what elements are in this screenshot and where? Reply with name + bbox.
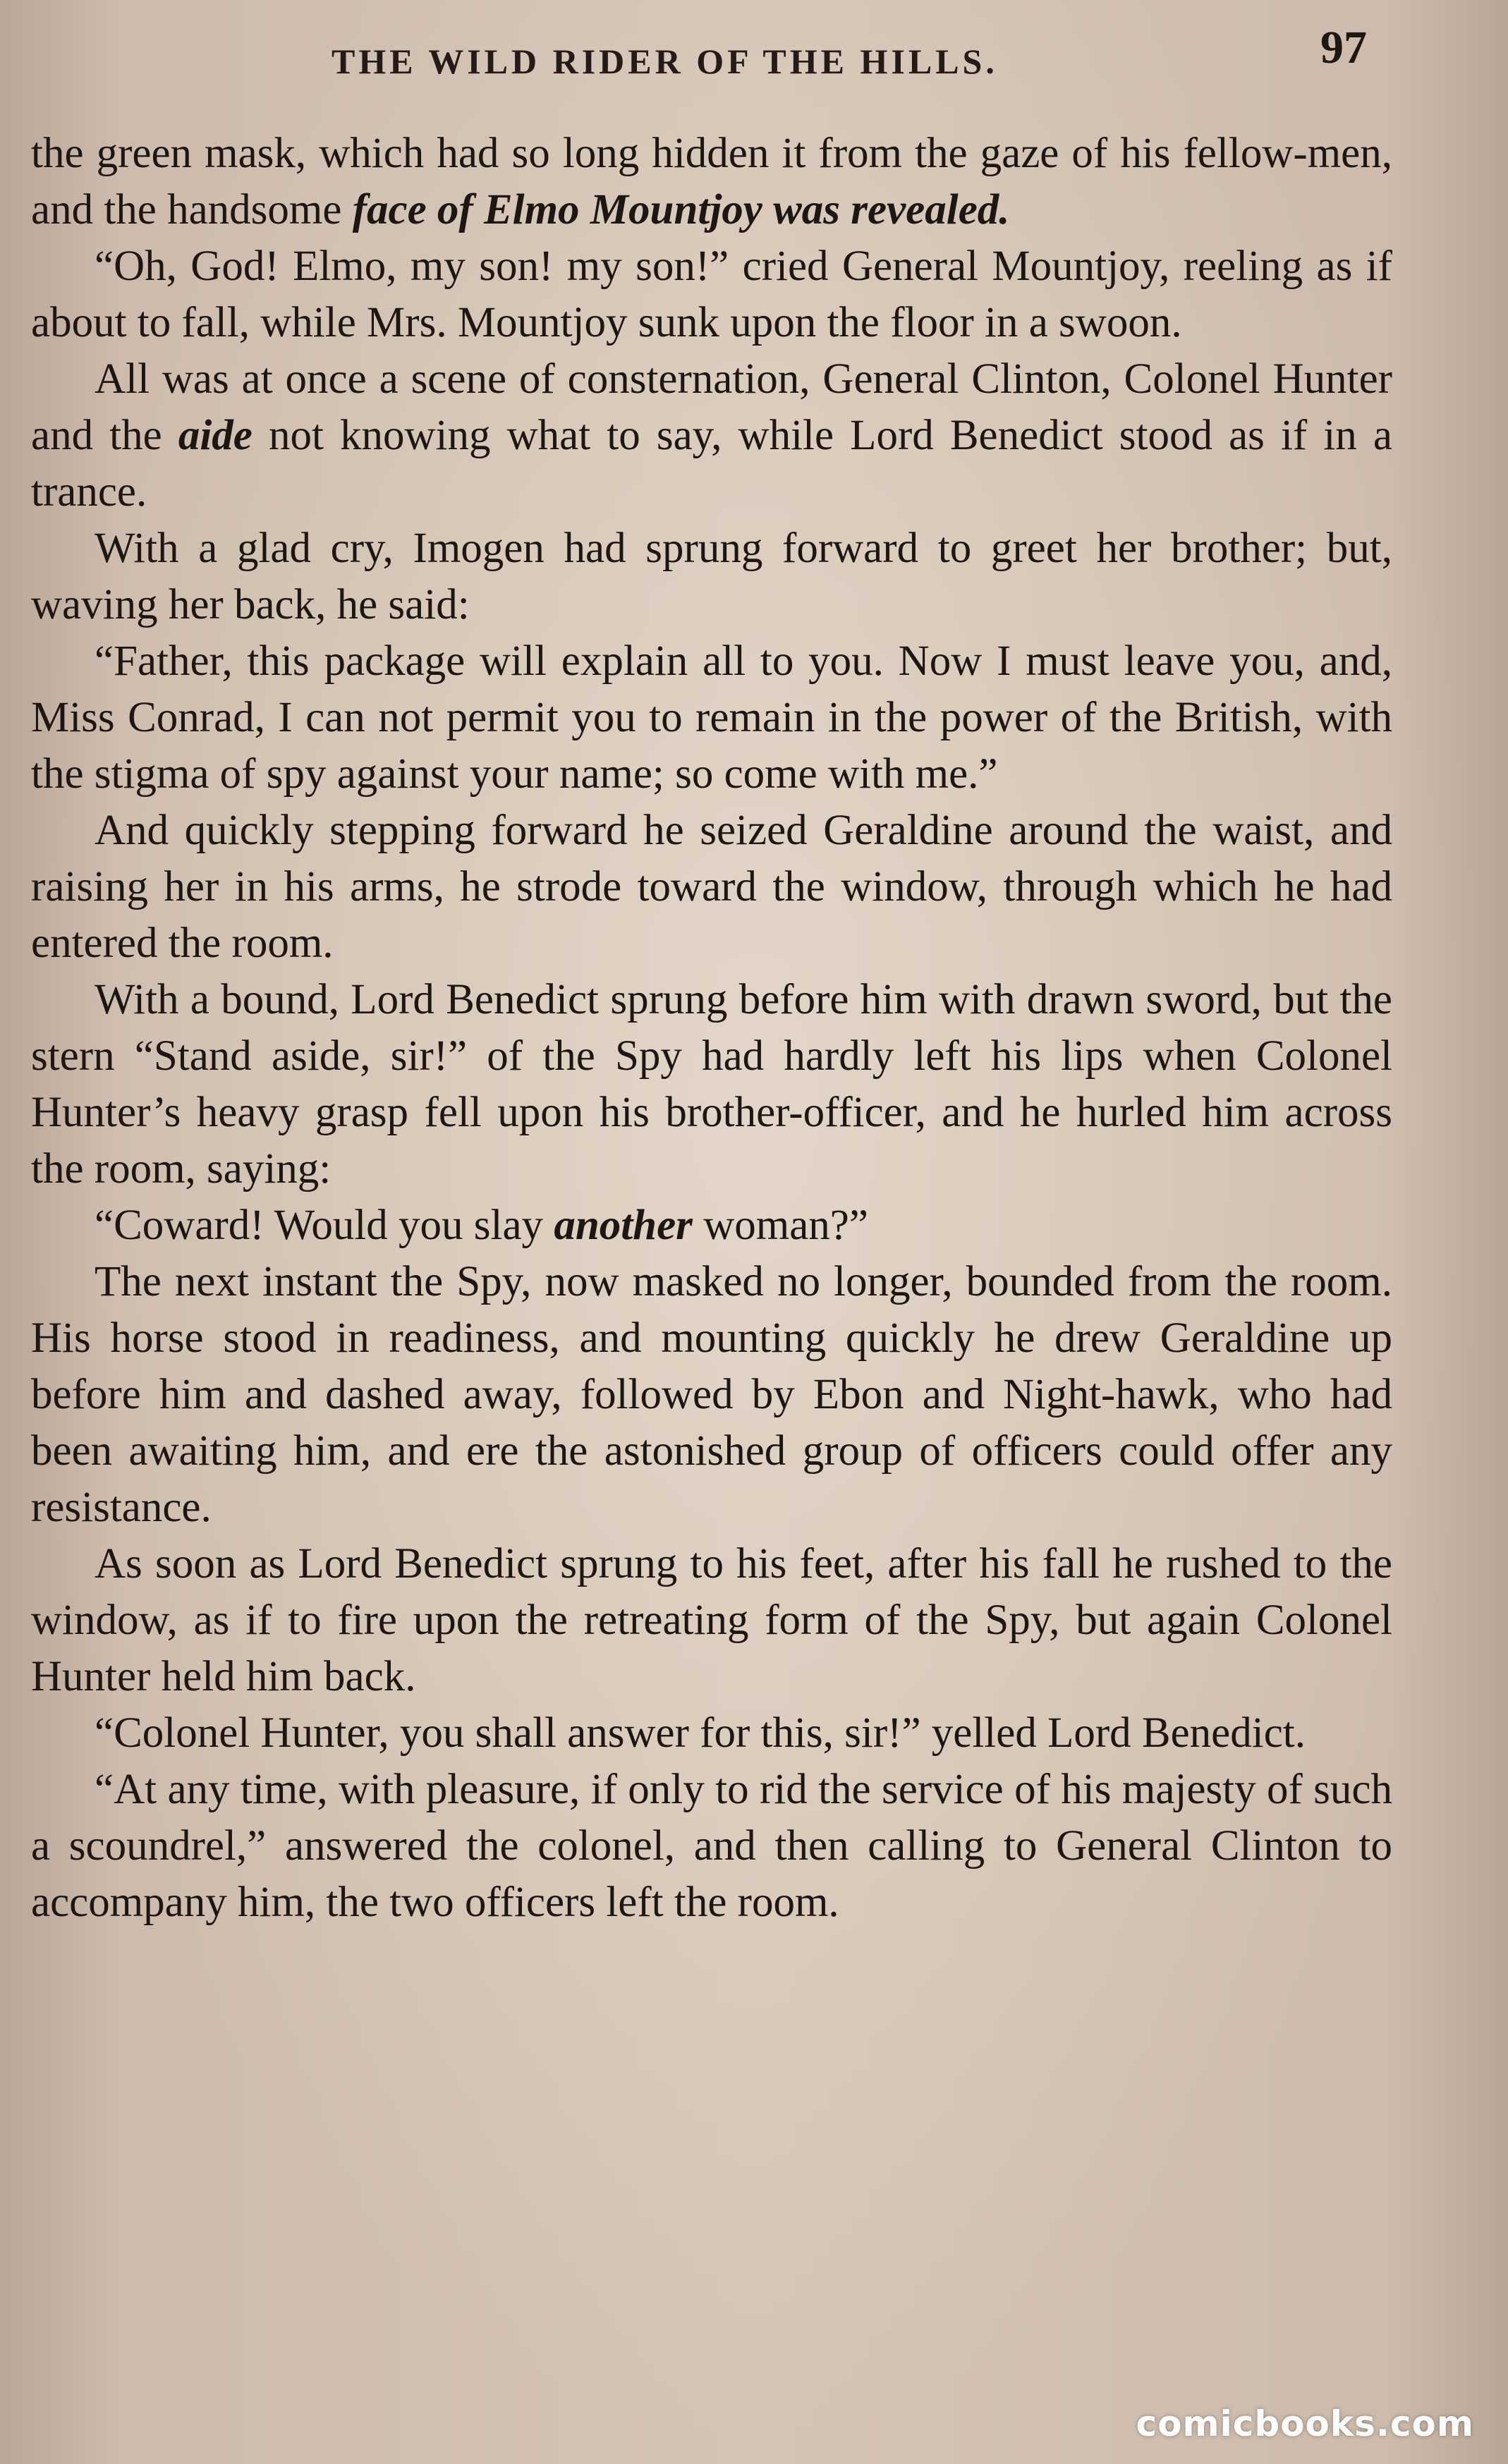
body-text <box>31 126 1392 1931</box>
paragraph-8 <box>31 1197 1392 1254</box>
paragraph-1-text: the green mask, which had so long hidden it from the gaze of his fellow-men, and the handsome <box>31 130 1392 233</box>
paragraph-5: “Father, this package will explain all to you. Now I must leave you, and, Miss Conrad, I can not permit you to remain in the power of the British, with the stigma of spy against your name; so come with me.” <box>31 638 1392 798</box>
paragraph-4: With a glad cry, Imogen had sprung forward to greet her brother; but, waving her back, he said: <box>31 525 1392 628</box>
paragraph-12: “At any time, with pleasure, if only to rid the service of his majesty of such a scoundrel,” answered the colonel, and then calling to General Clinton to accompany him, the two officers left the room. <box>31 1766 1392 1926</box>
paragraph-10: As soon as Lord Benedict sprung to his feet, after his fall he rushed to the window, as if to fire upon the retreating form of the Spy, but again Colonel Hunter held him back. <box>31 1540 1392 1700</box>
paragraph-3 <box>31 351 1392 520</box>
paragraph-11: “Colonel Hunter, you shall answer for this, sir!” yelled Lord Benedict. <box>95 1709 1306 1757</box>
paragraph-8-text-a: “Coward! Would you slay <box>95 1202 554 1249</box>
page-number: 97 <box>1320 22 1367 73</box>
paragraph-8-text-b: woman?” <box>692 1202 868 1249</box>
paragraph-2: “Oh, God! Elmo, my son! my son!” cried General Mountjoy, reeling as if about to fall, while Mrs. Mountjoy sunk upon the floor in a swoon. <box>31 243 1392 346</box>
paragraph-9: The next instant the Spy, now masked no longer, bounded from the room. His horse stood in readiness, and mounting quickly he drew Geraldine up before him and dashed away, followed by Ebon and Night-hawk, who had been awaiting him, and ere the astonished group of officers could offer any resistance. <box>31 1258 1392 1531</box>
page-header <box>0 14 1508 92</box>
paragraph-8-italic: another <box>554 1202 693 1249</box>
paragraph-3-text-b: not knowing what to say, while Lord Benedict stood as if in a trance. <box>31 412 1392 516</box>
paragraph-6: And quickly stepping forward he seized Geraldine around the waist, and raising her in his arms, he strode toward the window, through which he had entered the room. <box>31 807 1392 967</box>
paragraph-1 <box>31 126 1392 238</box>
watermark: comicbooks.com <box>1136 2403 1474 2444</box>
paragraph-3-italic: aide <box>178 412 253 459</box>
paragraph-7: With a bound, Lord Benedict sprung before him with drawn sword, but the stern “Stand aside, sir!” of the Spy had hardly left his lips when Colonel Hunter’s heavy grasp fell upon his brother-officer, and he hurled him across the room, saying: <box>31 976 1392 1193</box>
running-title: THE WILD RIDER OF THE HILLS. <box>332 42 998 81</box>
paragraph-3-text-a: All was at once a scene of consternation, General Clinton, Colonel Hunter and the <box>31 355 1392 459</box>
paragraph-1-italic: face of Elmo Mountjoy was revealed. <box>352 186 1010 233</box>
